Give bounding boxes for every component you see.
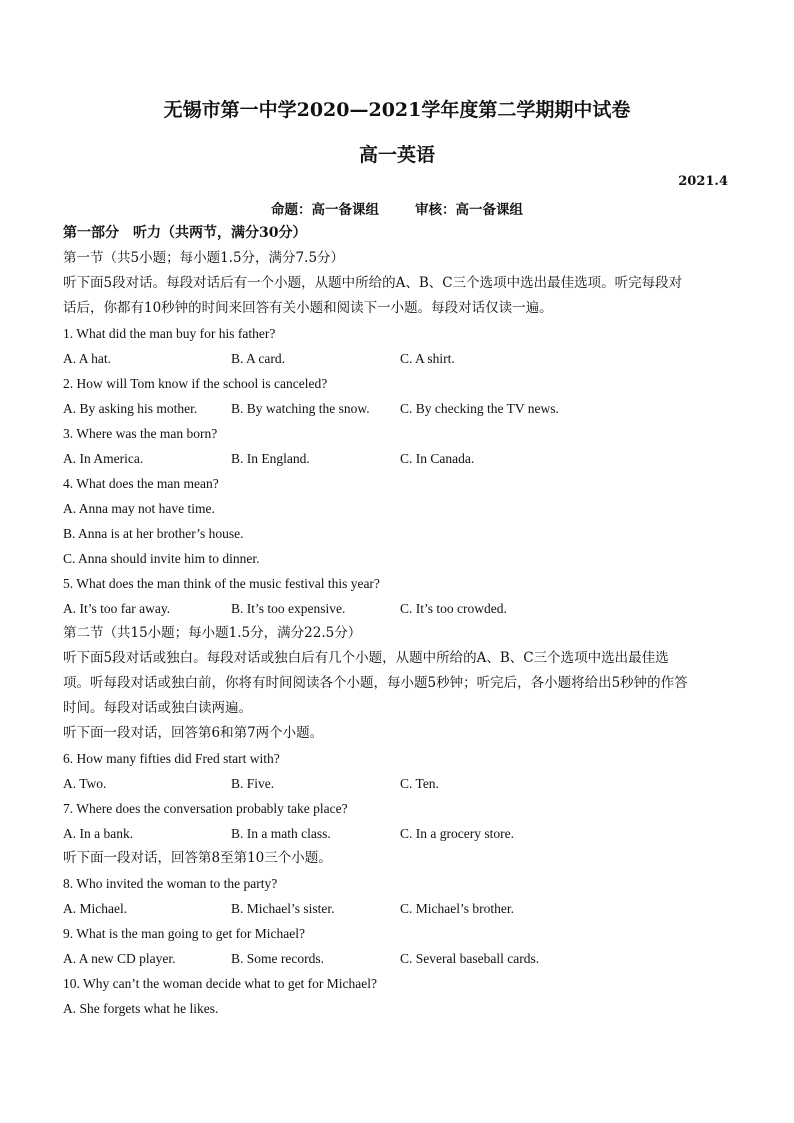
question-5-options <box>63 596 731 621</box>
question-8: 8. Who invited the woman to the party? <box>63 876 278 891</box>
option-a: A. It’s too far away. <box>63 601 171 616</box>
question-9-options <box>63 946 731 971</box>
author-credit: 命题：高一备课组 <box>271 202 379 218</box>
option-b: B. Anna is at her brother’s house. <box>63 526 244 541</box>
exam-title: 无锡市第一中学2020—2021学年度第二学期期中试卷 <box>163 99 631 121</box>
option-c: C. Anna should invite him to dinner. <box>63 551 260 566</box>
option-a: A. A new CD player. <box>63 951 176 966</box>
option-a: A. Michael. <box>63 901 128 916</box>
option-a: A. Anna may not have time. <box>63 501 215 516</box>
exam-date: 2021.4 <box>678 174 728 189</box>
question-10: 10. Why can’t the woman decide what to get for Michael? <box>63 976 378 991</box>
option-b: B. Some records. <box>231 951 324 966</box>
question-6: 6. How many fifties did Fred start with? <box>63 751 280 766</box>
section2-instruction: 项。听每段对话或独白前，你将有时间阅读各个小题，每小题5秒钟；听完后，各小题将给出5秒钟的作答 <box>63 675 688 691</box>
option-a: A. By asking his mother. <box>63 401 198 416</box>
question-4: 4. What does the man mean? <box>63 476 219 491</box>
option-c: C. Michael’s brother. <box>400 901 514 916</box>
section2-heading: 第二节（共15小题；每小题1.5分，满分22.5分） <box>63 625 362 641</box>
question-8-options <box>63 896 731 921</box>
question-6-options <box>63 771 731 796</box>
question-3: 3. Where was the man born? <box>63 426 218 441</box>
option-c: C. By checking the TV news. <box>400 401 559 416</box>
question-1: 1. What did the man buy for his father? <box>63 326 276 341</box>
question-2-options <box>63 396 731 421</box>
option-a: A. She forgets what he likes. <box>63 1001 219 1016</box>
dialog-intro: 听下面一段对话，回答第6和第7两个小题。 <box>63 725 324 741</box>
authors-line <box>0 198 794 218</box>
dialog-intro: 听下面一段对话，回答第8至第10三个小题。 <box>63 850 332 866</box>
exam-subject: 高一英语 <box>358 144 435 166</box>
option-c: C. Ten. <box>400 776 439 791</box>
option-c: C. In Canada. <box>400 451 475 466</box>
question-3-options <box>63 446 731 471</box>
option-c: C. It’s too crowded. <box>400 601 507 616</box>
question-1-options <box>63 346 731 371</box>
option-a: A. Two. <box>63 776 107 791</box>
question-7: 7. Where does the conversation probably take place? <box>63 801 348 816</box>
option-b: B. In a math class. <box>231 826 331 841</box>
question-2: 2. How will Tom know if the school is canceled? <box>63 376 328 391</box>
option-b: B. A card. <box>231 351 285 366</box>
section1-instruction: 听下面5段对话。每段对话后有一个小题，从题中所给的A、B、C三个选项中选出最佳选项。听完每段对 <box>63 275 683 291</box>
option-a: A. A hat. <box>63 351 112 366</box>
option-b: B. It’s too expensive. <box>231 601 346 616</box>
section2-instruction: 时间。每段对话或独白读两遍。 <box>63 700 252 716</box>
section2-instruction: 听下面5段对话或独白。每段对话或独白后有几个小题，从题中所给的A、B、C三个选项中选出最佳选 <box>63 650 669 666</box>
option-c: C. A shirt. <box>400 351 455 366</box>
option-c: C. Several baseball cards. <box>400 951 540 966</box>
option-b: B. Michael’s sister. <box>231 901 335 916</box>
section1-instruction: 话后，你都有10秒钟的时间来回答有关小题和阅读下一小题。每段对话仅读一遍。 <box>63 300 553 316</box>
question-5: 5. What does the man think of the music festival this year? <box>63 576 380 591</box>
option-b: B. By watching the snow. <box>231 401 370 416</box>
option-c: C. In a grocery store. <box>400 826 514 841</box>
option-a: A. In America. <box>63 451 144 466</box>
exam-content <box>63 221 731 1021</box>
option-b: B. In England. <box>231 451 310 466</box>
part1-heading: 第一部分 听力（共两节，满分30分） <box>63 225 307 241</box>
reviewer-credit: 审核：高一备课组 <box>415 202 523 218</box>
option-a: A. In a bank. <box>63 826 134 841</box>
question-7-options <box>63 821 731 846</box>
section1-heading: 第一节（共5小题；每小题1.5分，满分7.5分） <box>63 250 345 266</box>
question-9: 9. What is the man going to get for Michael? <box>63 926 305 941</box>
option-b: B. Five. <box>231 776 275 791</box>
